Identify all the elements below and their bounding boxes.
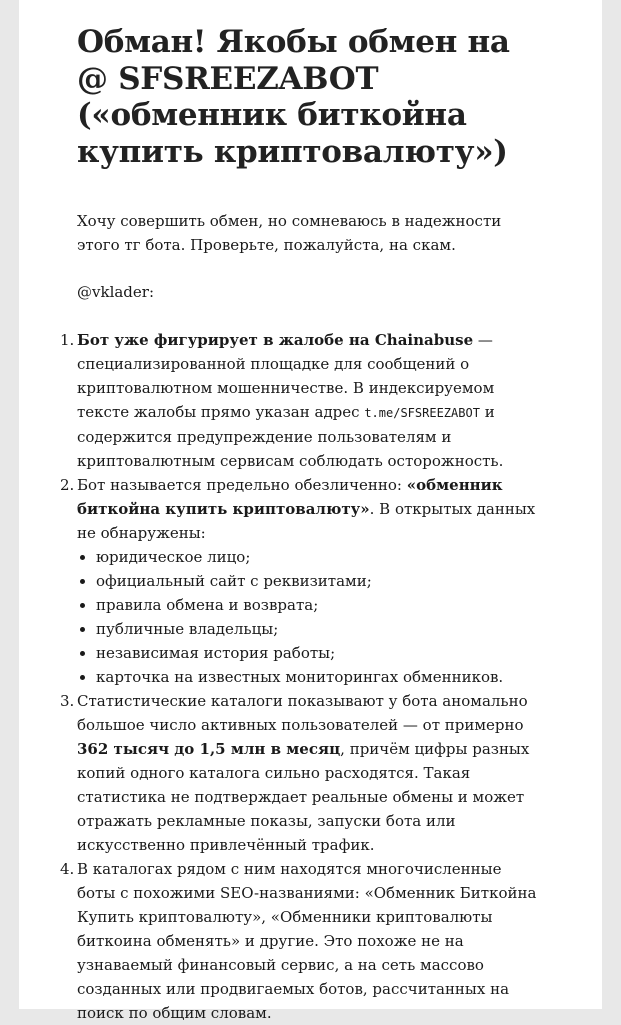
bullet-item: карточка на известных мониторингах обменников. [77, 665, 542, 689]
article-page [19, 0, 602, 1022]
list-item-number: 1. [60, 331, 75, 349]
findings-list [60, 328, 542, 1025]
list-item-bold: 362 тысяч до 1,5 млн в месяц [77, 740, 341, 758]
author-mention: @vklader: [77, 283, 155, 301]
list-item-text: , причём цифры разных копий одного каталога сильно расходятся. Такая статистика не подтверждает реальные обмены и может отражать рекламные показы, запуски бота или искусственно привлечённый трафик. [77, 740, 530, 854]
list-item-text: . В открытых данных не обнаружены: [77, 500, 536, 542]
list-item-text: — специализированной площадке для сообщений о криптовалютном мошенничестве. В индексируемом тексте жалобы прямо указан адрес [77, 331, 495, 421]
intro-paragraph: Хочу совершить обмен, но сомневаюсь в надежности этого тг бота. Проверьте, пожалуйста, на скам. [77, 212, 502, 254]
list-item [60, 328, 542, 473]
list-item-text: Бот называется предельно обезличенно: [77, 476, 407, 494]
list-item-text: Статистические каталоги показывают у бота аномально большое число активных пользователей — от примерно [77, 692, 528, 734]
list-item-bold: «обменник биткойна купить криптовалюту» [77, 476, 503, 518]
list-item-text: В каталогах рядом с ним находятся многочисленные боты с похожими SEO-названиями: «Обменник Биткойна Купить криптовалюту», «Обменники криптовалюты биткоина обменять» и другие. Это похоже не на узнаваемый финансовый сервис, а на сеть массово созданных или продвигаемых ботов, рассчитанных на поиск по общим словам. [77, 860, 537, 1022]
bullet-item: независимая история работы; [77, 641, 542, 665]
list-item-number: 3. [60, 692, 75, 710]
list-item [60, 689, 542, 857]
list-item-text: и содержится предупреждение пользователям и криптовалютным сервисам соблюдать осторожность. [77, 403, 504, 470]
bullet-item: правила обмена и возврата; [77, 593, 542, 617]
list-item-number: 4. [60, 860, 75, 878]
missing-data-list [77, 545, 542, 689]
list-item-bold: Бот уже фигурирует в жалобе на Chainabuse [77, 331, 474, 349]
list-item [60, 857, 542, 1025]
article-title: Обман! Якобы обмен на @ SFSREEZABOT («обменник биткойна купить криптовалюту») [77, 24, 510, 170]
bullet-item: юридическое лицо; [77, 545, 542, 569]
bullet-item: официальный сайт с реквизитами; [77, 569, 542, 593]
bot-address: t.me/SFSREEZABOT [364, 406, 480, 420]
list-item-number: 2. [60, 476, 75, 494]
bullet-item: публичные владельцы; [77, 617, 542, 641]
list-item [60, 473, 542, 689]
